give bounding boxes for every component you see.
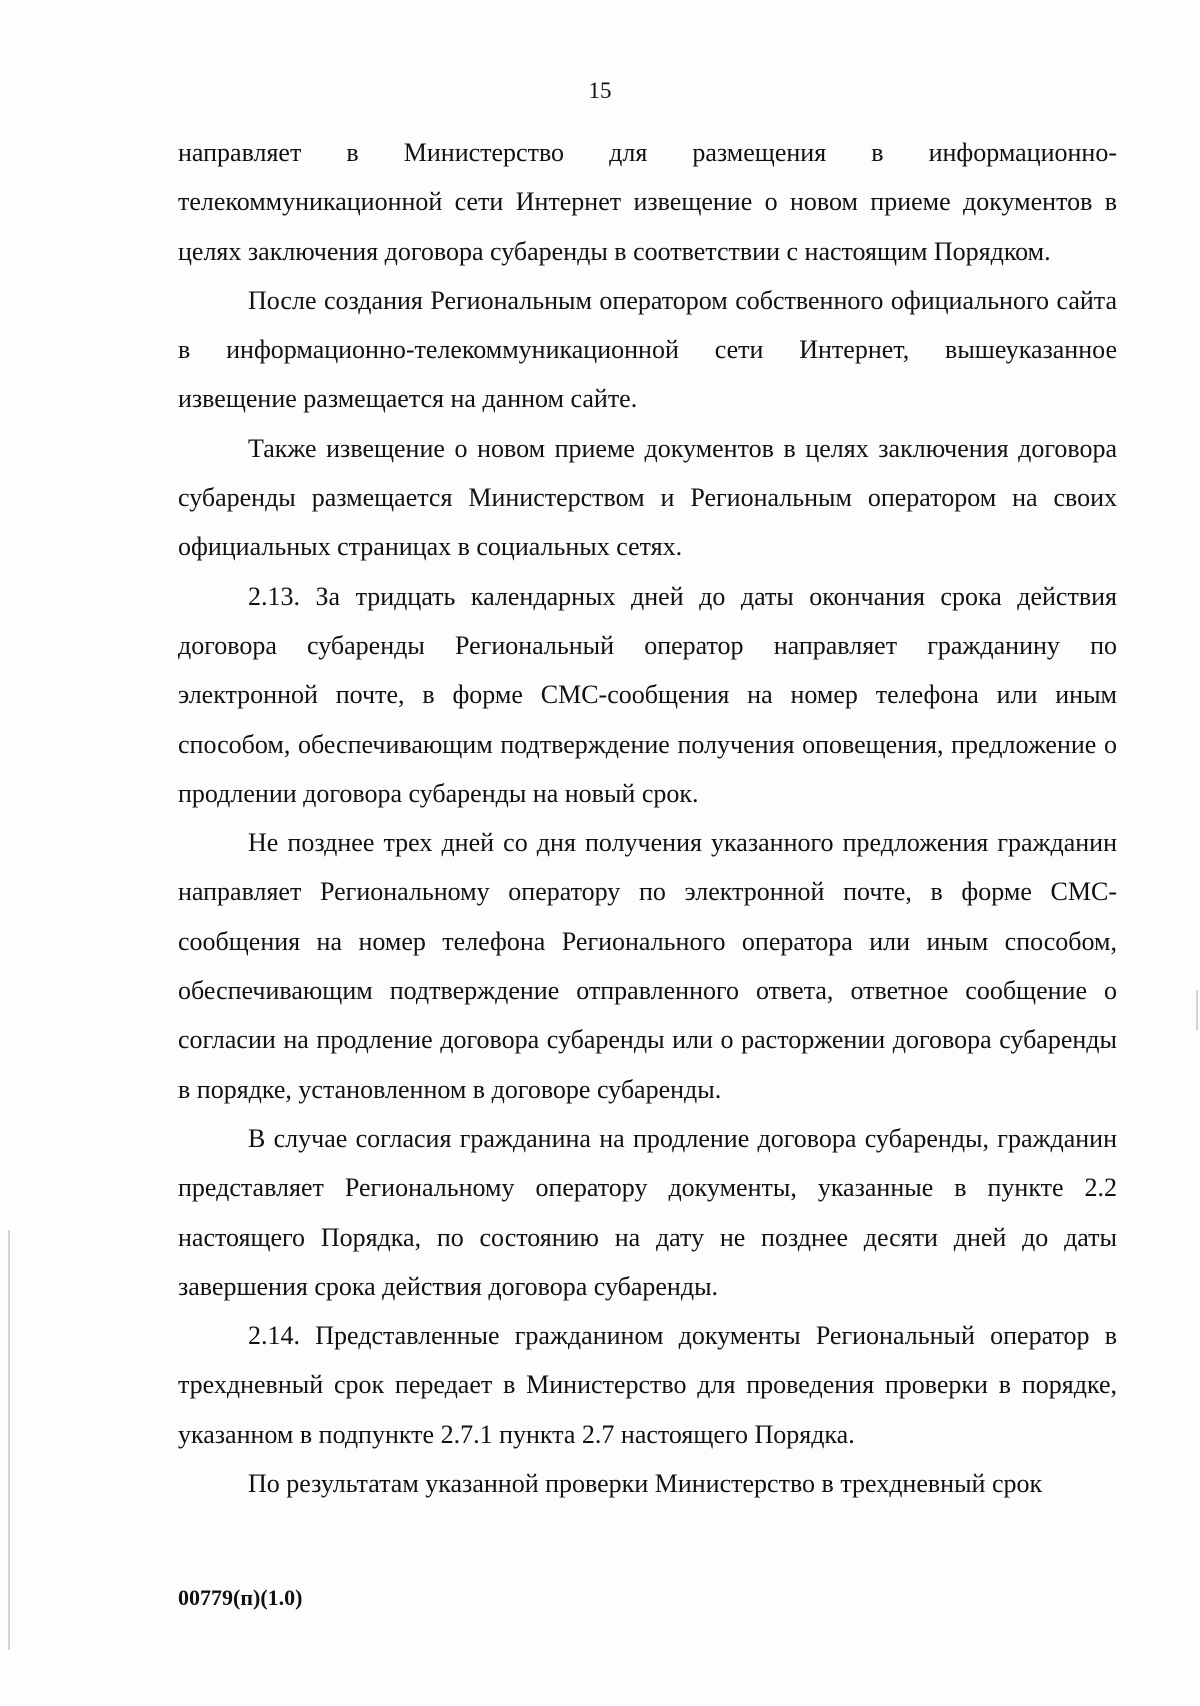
scan-mark: [8, 1230, 10, 1650]
paragraph-2-13: 2.13. За тридцать календарных дней до даты окончания срока действия договора субаренды Региональный оператор направляет гражданину по электронной почте, в форме СМС-сообщения на номер телефона или иным способом, обеспечивающим подтверждение получения оповещения, предложение о продлении договора субаренды на новый срок.: [178, 581, 1117, 808]
paragraph-continuation: направляет в Министерство для размещения в информационно-телекоммуникационной сети Интернет извещение о новом приеме документов в целях заключения договора субаренды в соответствии с настоящим Порядком.: [178, 138, 1117, 266]
page-number: 15: [588, 78, 612, 103]
paragraph-response: Не позднее трех дней со дня получения указанного предложения гражданин направляет Региональному оператору по электронной почте, в форме СМС-сообщения на номер телефона Регионального оператора или иным способом, обеспечивающим подтверждение отправленного ответа, ответное сообщение о согласии на продление договора субаренды или о расторжении договора субаренды в порядке, установленном в договоре субаренды.: [178, 828, 1117, 1104]
document-code: 00779(п)(1.0): [178, 1585, 303, 1610]
document-body: [178, 128, 1117, 1508]
paragraph-check-results: По результатам указанной проверки Министерство в трехдневный срок: [248, 1469, 1043, 1499]
scan-mark: [1196, 990, 1198, 1030]
paragraph-2-14: 2.14. Представленные гражданином документы Региональный оператор в трехдневный срок передает в Министерство для проведения проверки в порядке, указанном в подпункте 2.7.1 пункта 2.7 настоящего Порядка.: [178, 1321, 1117, 1449]
paragraph-social-networks: Также извещение о новом приеме документов в целях заключения договора субаренды размещается Министерством и Региональным оператором на своих официальных страницах в социальных сетях.: [178, 433, 1117, 562]
paragraph-official-site: После создания Региональным оператором собственного официального сайта в информационно-телекоммуникационной сети Интернет, вышеуказанное извещение размещается на данном сайте.: [178, 285, 1117, 414]
paragraph-agreement: В случае согласия гражданина на продление договора субаренды, гражданин представляет Региональному оператору документы, указанные в пункте 2.2 настоящего Порядка, по состоянию на дату не позднее десяти дней до даты завершения срока действия договора субаренды.: [178, 1123, 1117, 1301]
